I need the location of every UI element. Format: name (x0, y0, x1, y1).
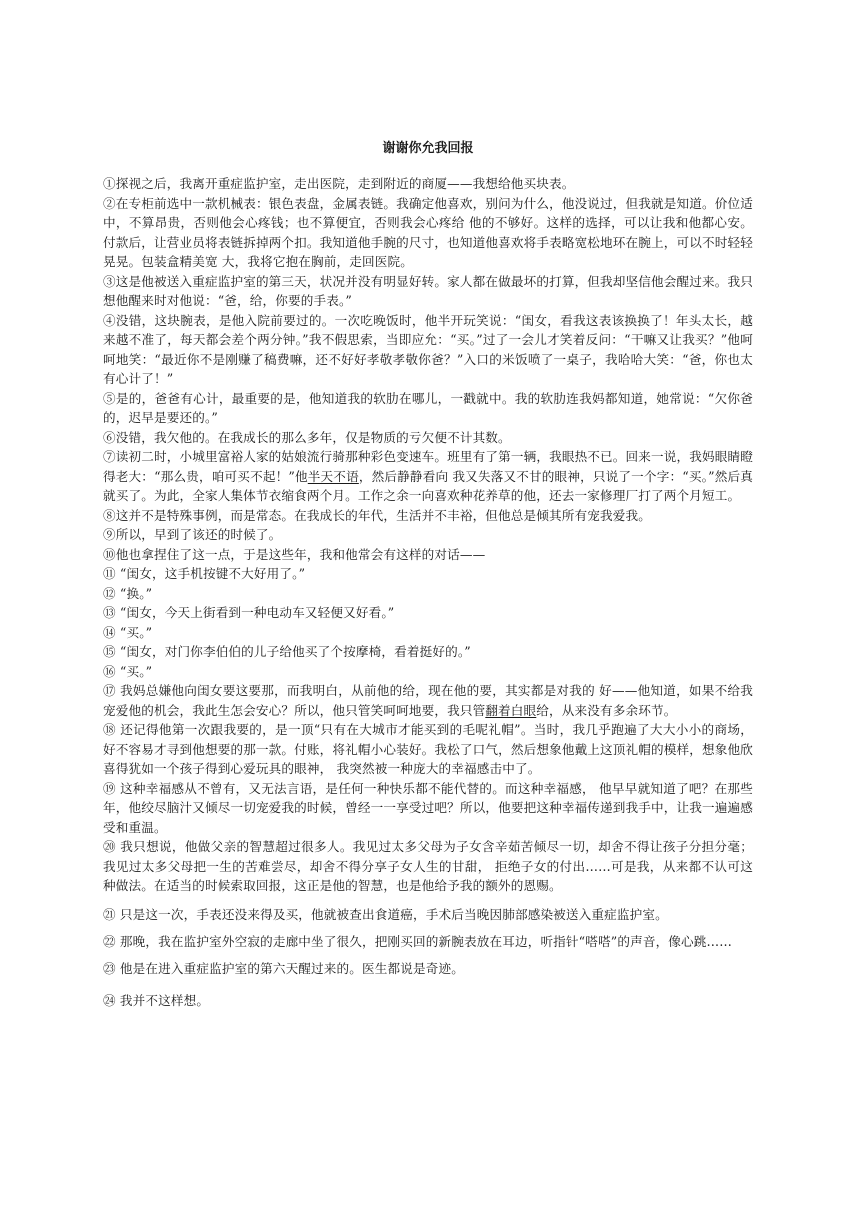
paragraph-5: ⑤是的，爸爸有心计，最重要的是，他知道我的软肋在哪儿，一戳就中。我的软肋连我妈都知道，她常说：“欠你爸的，迟早是要还的。” (103, 390, 753, 425)
paragraph-7 (103, 447, 753, 506)
paragraph-6: ⑥没错，我欠他的。在我成长的那么多年，仅是物质的亏欠便不计其数。 (103, 429, 511, 445)
paragraph-10: ⑩他也拿捏住了这一点，于是这些年，我和他常会有这样的对话—— (103, 546, 486, 562)
paragraph-21: ㉑ 只是这一次，手表还没来得及买，他就被查出食道癌，手术后当晚因肺部感染被送入重症监护室。 (103, 906, 668, 922)
paragraph-13: ⑬ “闺女，今天上街看到一种电动车又轻便又好看。” (103, 605, 395, 620)
paragraph-14: ⑭ “买。” (103, 624, 153, 640)
paragraph-9: ⑨所以，早到了该还的时候了。 (103, 527, 282, 542)
paragraph-4: ④没错，这块腕表，是他入院前要过的。一次吃晚饭时，他半开玩笑说：“闺女，看我这表该换换了！年头太长，越来越不准了，每天都会差个两分钟。”我不假思索，当即应允：“买。”过了一会儿才笑着反问：“干嘛又让我买？”他呵呵地笑：“最近你不是刚赚了稿费嘛，还不好好孝敬孝敬你爸？”入口的米饭喷了一桌子，我哈哈大笑：“爸，你也太有心计了！” (103, 312, 753, 386)
document-page (103, 140, 753, 1014)
paragraph-18: ⑱ 还记得他第一次跟我要的，是一顶“只有在大城市才能买到的毛呢礼帽”。当时，我几乎跑遍了大大小小的商场，好不容易才寻到他想要的那一款。付账，将礼帽小心装好。我松了口气，然后想象他戴上这顶礼帽的模样，想象他欣喜得犹如一个孩子得到心爱玩具的眼神， 我突然被一种庞大的幸福感击中了。 (103, 722, 753, 776)
paragraph-22: ㉒ 那晚，我在监护室外空寂的走廊中坐了很久，把刚买回的新腕表放在耳边，听指针“嗒嗒”的声音，像心跳…… (103, 933, 733, 949)
paragraph-1: ①探视之后，我离开重症监护室，走出医院，走到附近的商厦——我想给他买块表。 (103, 176, 575, 191)
paragraph-17-text-b: 给，从来没有多余环节。 (536, 702, 677, 718)
paragraph-3: ③这是他被送入重症监护室的第三天，状况并没有明显好转。家人都在做最坏的打算，但我却坚信他会醒过来。我只想他醒来时对他说：“爸，给，你要的手表。” (103, 273, 753, 308)
underlined-phrase: 翻着白眼 (485, 702, 537, 718)
underlined-phrase: 半天不语 (307, 468, 359, 484)
paragraph-7-text-b: ，然后静静看向 我又失落又不甘的眼神，只说了一个字：“买。”然后真就买了。为此，全家人集体节衣缩食两个月。工作之余一向喜欢种花养草的他，还去一家修理厂打了两个月短工。 (103, 468, 753, 503)
paragraph-15: ⑮ “闺女，对门你李伯伯的儿子给他买了个按摩椅，看着挺好的。” (103, 644, 471, 659)
paragraph-8: ⑧这并不是特殊事例，而是常态。在我成长的年代，生活并不丰裕，但他总是倾其所有宠我爱我。 (103, 507, 651, 523)
paragraph-20: ⑳ 我只想说，他做父亲的智慧超过很多人。我见过太多父母为子女含辛茹苦倾尽一切，却舍不得让孩子分担分毫；我见过太多父母把一生的苦难尝尽，却舍不得分享子女人生的甘甜， 拒绝子女的付出……可是我，从来都不认可这种做法。在适当的时候索取回报，这正是他的智慧，也是他给予我的额外的恩赐。 (103, 839, 753, 893)
paragraph-11: ⑪ “闺女，这手机按键不大好用了。” (103, 566, 306, 581)
paragraph-16: ⑯ “买。” (103, 663, 153, 679)
paragraph-24: ㉔ 我并不这样想。 (103, 992, 210, 1008)
paragraph-12: ⑫ “换。” (103, 585, 153, 601)
paragraph-17-text-a: ⑰ 我妈总嫌他向闺女要这要那，而我明白，从前他的给，现在他的要，其实都是对我的 好——他知道，如果不给我宠爱他的机会，我此生怎会安心？所以，他只管笑呵呵地要，我只管 (103, 683, 753, 718)
paragraph-19: ⑲ 这种幸福感从不曾有，又无法言语，是任何一种快乐都不能代替的。而这种幸福感， 他早早就知道了吧？在那些年，他绞尽脑汁又倾尽一切宠爱我的时候，曾经一一享受过吧？所以，他要把这种幸福传递到我手中，让我一遍遍感受和重温。 (103, 780, 753, 835)
document-title: 谢谢你允我回报 (382, 141, 474, 156)
paragraph-2: ②在专柜前选中一款机械表：银色表盘，金属表链。我确定他喜欢，别问为什么，他没说过，但我就是知道。价位适中，不算昂贵，否则他会心疼钱；也不算便宜，否则我会心疼给 他的不够好。这样的选择，可以让我和他都心安。付款后，让营业员将表链拆掉两个扣。我知道他手腕的尺寸，也知道他喜欢将手表略宽松地环在腕上，可以不时轻轻晃晃。包装盒精美宽 大，我将它抱在胸前，走回医院。 (103, 195, 753, 269)
paragraph-7-text-a: ⑦读初二时，小城里富裕人家的姑娘流行骑那种彩色变速车。班里有了第一辆，我眼热不已。回来一说，我妈眼睛瞪得老大：“那么贵，咱可买不起！”他 (103, 449, 753, 484)
paragraph-17 (103, 681, 753, 720)
paragraph-23: ㉓ 他是在进入重症监护室的第六天醒过来的。医生都说是奇迹。 (103, 960, 464, 976)
